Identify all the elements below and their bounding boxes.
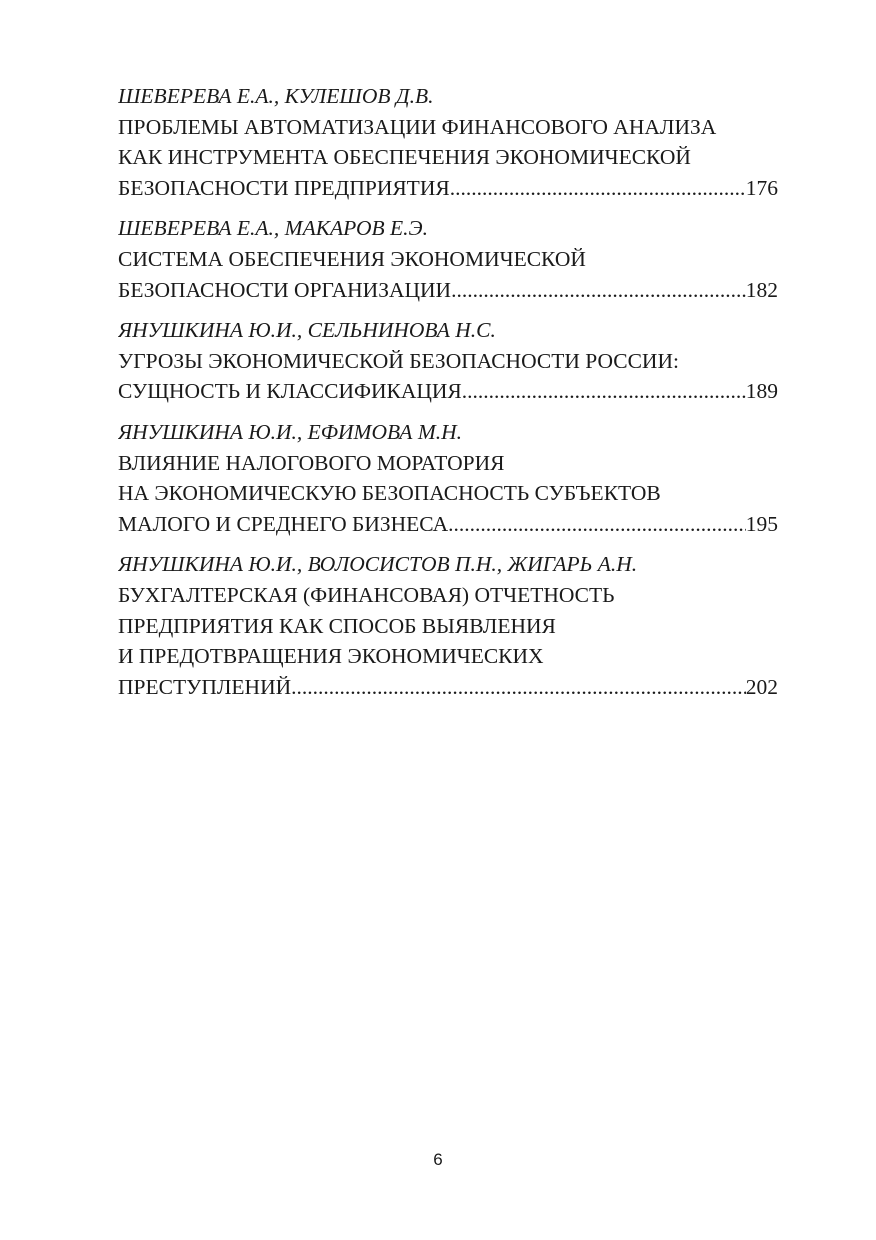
entry-last-line (118, 509, 778, 540)
toc-entry[interactable] (118, 417, 778, 539)
entry-page-number[interactable]: 202 (745, 674, 778, 699)
entry-title-line: УГРОЗЫ ЭКОНОМИЧЕСКОЙ БЕЗОПАСНОСТИ РОССИИ: (118, 348, 679, 373)
entry-authors: ЯНУШКИНА Ю.И., ЕФИМОВА М.Н. (118, 419, 462, 444)
entry-authors: ЯНУШКИНА Ю.И., ВОЛОСИСТОВ П.Н., ЖИГАРЬ А.Н. (118, 552, 638, 577)
table-of-contents (118, 81, 778, 712)
entry-last-line (118, 672, 778, 703)
entry-title-end: МАЛОГО И СРЕДНЕГО БИЗНЕСА (118, 511, 449, 536)
dot-leader (451, 275, 746, 306)
entry-page-number[interactable]: 189 (745, 379, 778, 404)
entry-title-line: СИСТЕМА ОБЕСПЕЧЕНИЯ ЭКОНОМИЧЕСКОЙ (118, 246, 586, 271)
toc-entry[interactable] (118, 81, 778, 203)
dot-leader (448, 509, 746, 540)
entry-title-end: БЕЗОПАСНОСТИ ОРГАНИЗАЦИИ (118, 277, 452, 302)
entry-page-number[interactable]: 195 (745, 511, 778, 536)
entry-page-number[interactable]: 176 (745, 175, 778, 200)
toc-entry[interactable] (118, 315, 778, 407)
entry-title-line: БУХГАЛТЕРСКАЯ (ФИНАНСОВАЯ) ОТЧЕТНОСТЬ (118, 582, 615, 607)
dot-leader (450, 173, 746, 204)
entry-authors: ШЕВЕРЕВА Е.А., КУЛЕШОВ Д.В. (118, 84, 434, 108)
toc-entry[interactable] (118, 213, 778, 305)
entry-title-line: ПРЕДПРИЯТИЯ КАК СПОСОБ ВЫЯВЛЕНИЯ (118, 613, 556, 638)
dot-leader (291, 672, 746, 703)
page-number: 6 (433, 1150, 443, 1169)
entry-title-line: НА ЭКОНОМИЧЕСКУЮ БЕЗОПАСНОСТЬ СУБЪЕКТОВ (118, 481, 661, 506)
entry-last-line (118, 173, 778, 204)
entry-title-line: И ПРЕДОТВРАЩЕНИЯ ЭКОНОМИЧЕСКИХ (118, 644, 544, 669)
entry-last-line (118, 275, 778, 306)
entry-title-line: ПРОБЛЕМЫ АВТОМАТИЗАЦИИ ФИНАНСОВОГО АНАЛИЗА (118, 114, 717, 139)
entry-authors: ЯНУШКИНА Ю.И., СЕЛЬНИНОВА Н.С. (118, 318, 496, 343)
entry-authors: ШЕВЕРЕВА Е.А., МАКАРОВ Е.Э. (118, 216, 428, 241)
entry-title-line: КАК ИНСТРУМЕНТА ОБЕСПЕЧЕНИЯ ЭКОНОМИЧЕСКОЙ (118, 145, 691, 170)
entry-last-line (118, 376, 778, 407)
toc-entry[interactable] (118, 549, 778, 702)
entry-title-end: БЕЗОПАСНОСТИ ПРЕДПРИЯТИЯ (118, 175, 450, 200)
entry-title-end: ПРЕСТУПЛЕНИЙ (118, 674, 292, 699)
entry-title-end: СУЩНОСТЬ И КЛАССИФИКАЦИЯ (118, 379, 462, 404)
entry-page-number[interactable]: 182 (745, 277, 778, 302)
entry-title-line: ВЛИЯНИЕ НАЛОГОВОГО МОРАТОРИЯ (118, 450, 505, 475)
dot-leader (462, 376, 746, 407)
